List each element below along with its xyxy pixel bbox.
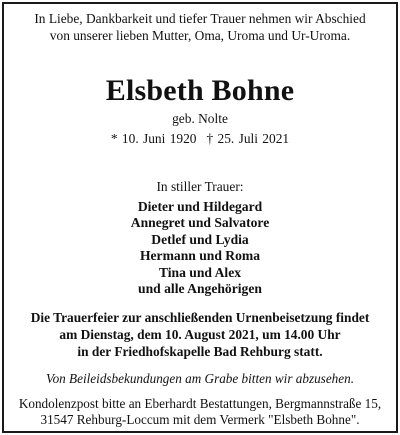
contact-line: 31547 Rehburg-Loccum mit dem Vermerk "Elsbeth Bohne". bbox=[40, 412, 360, 427]
life-dates bbox=[4, 131, 396, 147]
ceremony-line: am Dienstag, dem 10. August 2021, um 14.00 Uhr bbox=[59, 327, 341, 342]
intro-text bbox=[4, 10, 396, 44]
mourner-name: und alle Angehörigen bbox=[138, 281, 262, 297]
obituary-frame bbox=[2, 2, 398, 433]
ceremony-line: in der Friedhofskapelle Bad Rehburg statt. bbox=[77, 344, 323, 359]
mourner-name: Dieter und Hildegard bbox=[137, 199, 263, 214]
ceremony-details bbox=[4, 309, 396, 360]
mourner-name: Annegret und Salvatore bbox=[130, 215, 270, 231]
mourners-list bbox=[4, 199, 396, 297]
deceased-name: Elsbeth Bohne bbox=[105, 74, 295, 107]
mourner-name: Tina und Alex bbox=[158, 264, 242, 280]
condolence-note: Von Beileidsbekundungen am Grabe bitten wir abzusehen. bbox=[45, 371, 355, 386]
mourners-heading: In stiller Trauer: bbox=[156, 179, 244, 194]
contact-line: Kondolenzpost bitte an Eberhardt Bestattungen, Bergmannstraße 15, bbox=[18, 396, 382, 411]
intro-line: von unserer lieben Mutter, Oma, Uroma und Ur-Uroma. bbox=[49, 28, 351, 43]
birth-date: * 10. Juni 1920 bbox=[110, 131, 197, 146]
birth-name: geb. Nolte bbox=[172, 111, 228, 126]
mourner-name: Hermann und Roma bbox=[139, 248, 261, 264]
intro-line: In Liebe, Dankbarkeit und tiefer Trauer nehmen wir Abschied bbox=[34, 11, 366, 26]
mourner-name: Detlef und Lydia bbox=[151, 231, 249, 247]
death-date: † 25. Juli 2021 bbox=[206, 131, 290, 146]
contact-info bbox=[4, 396, 396, 428]
ceremony-line: Die Trauerfeier zur anschließenden Urnenbeisetzung findet bbox=[30, 310, 370, 325]
